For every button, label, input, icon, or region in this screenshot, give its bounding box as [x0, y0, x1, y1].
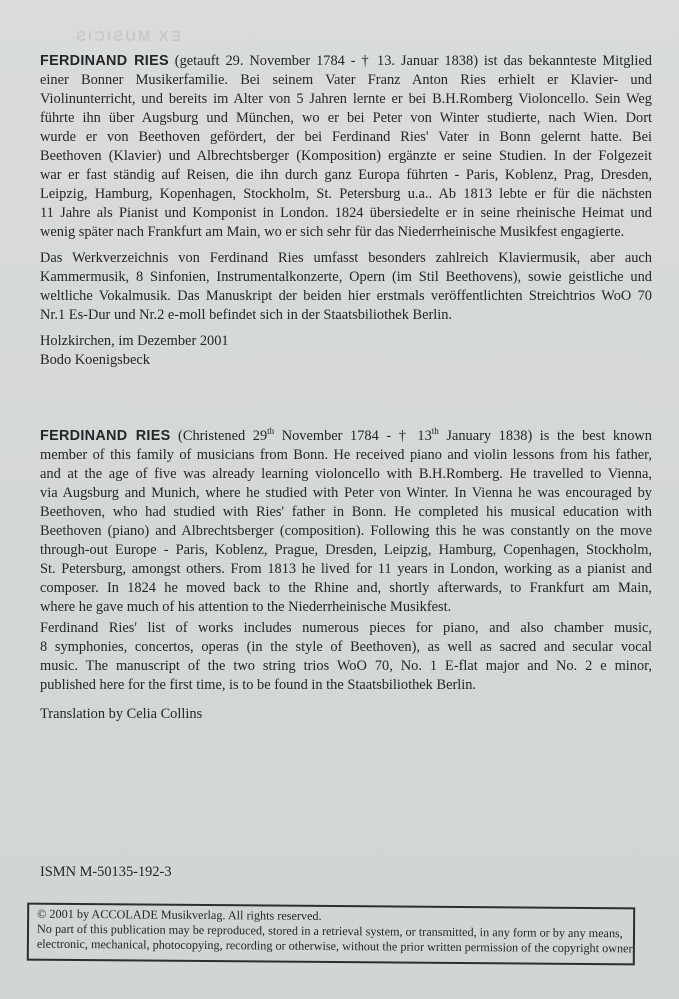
- text-line: FERDINAND RIES (Christened 29th November 1784 - † 13th January 1838) is the best known: [40, 426, 653, 444]
- copyright-line: No part of this publication may be reproduced, stored in a retrieval system, or transmitted, in any form or by any means,: [36, 921, 623, 941]
- text-line: 8 symphonies, concertos, operas (in the style of Beethoven), as well as sacred and secular vocal: [40, 639, 652, 655]
- text-line: 11 Jahre als Pianist und Komponist in London. 1824 übersiedelte er in seine rheinische Heimat und: [40, 205, 652, 221]
- text-line: Kammermusik, 8 Sinfonien, Instrumentalkonzerte, Opern (im Stil Beethovens), sowie geistliche und: [40, 269, 652, 285]
- text-line: where he gave much of his attention to the Niederrheinische Musikfest.: [40, 599, 452, 615]
- composer-name: FERDINAND RIES: [40, 53, 169, 69]
- text-line: member of this family of musicians from Bonn. He received piano and violin lessons from his father,: [40, 447, 652, 463]
- text-line: Beethoven (Klavier) und Albrechtsberger (Komposition) ergänzte er seine Studien. In der Folgezeit: [40, 148, 652, 164]
- text-line: Ferdinand Ries' list of works includes numerous pieces for piano, and also chamber music,: [40, 620, 652, 636]
- text-line: via Augsburg and Munich, where he studied with Peter von Winter. In Vienna he was encouraged by: [40, 485, 652, 501]
- text-line: Violinunterricht, und bereits im Alter von 5 Jahren lernte er bei B.H.Romberg Violoncello. Sein Weg: [40, 91, 652, 107]
- place-date: Holzkirchen, im Dezember 2001: [40, 333, 229, 349]
- text-line: Beethoven, who had studied with Ries' father in Bonn. He completed his musical education with: [40, 504, 652, 520]
- english-works-list: [40, 619, 652, 695]
- text-line: and at the age of five was already learning violoncello with B.H.Romberg. He travelled to Vienna,: [40, 466, 652, 482]
- text-line: FERDINAND RIES (getauft 29. November 1784 - † 13. Januar 1838) ist das bekannteste Mitglied: [40, 53, 653, 69]
- text-line: Beethoven (piano) and Albrechtsberger (composition). Following this he was constantly on the move: [40, 523, 652, 539]
- text-line: published here for the first time, is to be found in the Staatsbiliothek Berlin.: [40, 677, 477, 693]
- composer-name: FERDINAND RIES: [40, 428, 171, 444]
- text-line: Leipzig, Hamburg, Kopenhagen, Stockholm, St. Petersburg u.a.. Ab 1813 lebte er für die nächsten: [40, 186, 652, 202]
- translator-credit: Translation by Celia Collins: [40, 706, 203, 722]
- german-biography: [40, 52, 652, 242]
- text-line: through-out Europe - Paris, Koblenz, Prague, Dresden, Leipzig, Hamburg, Copenhagen, Stockholm,: [40, 542, 652, 558]
- text-line: weltliche Vokalmusik. Das Manuskript der beiden hier erstmals veröffentlichten Streichtrios WoO 70: [40, 288, 652, 304]
- ismn-number: ISMN M-50135-192-3: [40, 864, 172, 880]
- text-line: composer. In 1824 he moved back to the Rhine and, shortly afterwards, to Frankfurt am Main,: [40, 580, 652, 596]
- text-line: St. Petersburg, amongst others. From 1813 he lived for 11 years in London, working as a pianist and: [40, 561, 652, 577]
- text-line: einer Bonner Musikerfamilie. Bei seinem Vater Franz Anton Ries erhielt er Klavier- und: [40, 72, 652, 88]
- author-signature: Bodo Koenigsbeck: [40, 352, 150, 368]
- text-line: Das Werkverzeichnis von Ferdinand Ries umfasst besonders zahlreich Klaviermusik, aber auch: [40, 250, 652, 266]
- english-biography: [40, 427, 652, 617]
- text-line: führte ihn über Augsburg und München, wo er bei Peter von Winter studierte, nach Wien. Dort: [40, 110, 652, 126]
- library-stamp: EX MUSICIS: [74, 28, 181, 45]
- text-line: wenig später nach Frankfurt am Main, wo er sich sehr für das Niederrheinische Musikfest engagierte.: [40, 224, 625, 240]
- german-works-list: [40, 249, 652, 325]
- text-line: music. The manuscript of the two string trios WoO 70, No. 1 E-flat major and No. 2 e minor,: [40, 658, 652, 674]
- text-line: Nr.1 Es-Dur und Nr.2 e-moll befindet sich in der Staatsbiliothek Berlin.: [40, 307, 453, 323]
- text-line: war er fast ständig auf Reisen, die ihn durch ganz Europa führten - Paris, Koblenz, Prag, Dresden,: [40, 167, 652, 183]
- copyright-box: [27, 903, 635, 966]
- copyright-line: electronic, mechanical, photocopying, recording or otherwise, without the prior written permission of the copyright owner.: [36, 936, 635, 956]
- text-line: wurde er von Beethoven gefördert, der bei Ferdinand Ries' Vater in Bonn gelernt hatte. Bei: [40, 129, 652, 145]
- copyright-line: © 2001 by ACCOLADE Musikverlag. All rights reserved.: [37, 906, 322, 923]
